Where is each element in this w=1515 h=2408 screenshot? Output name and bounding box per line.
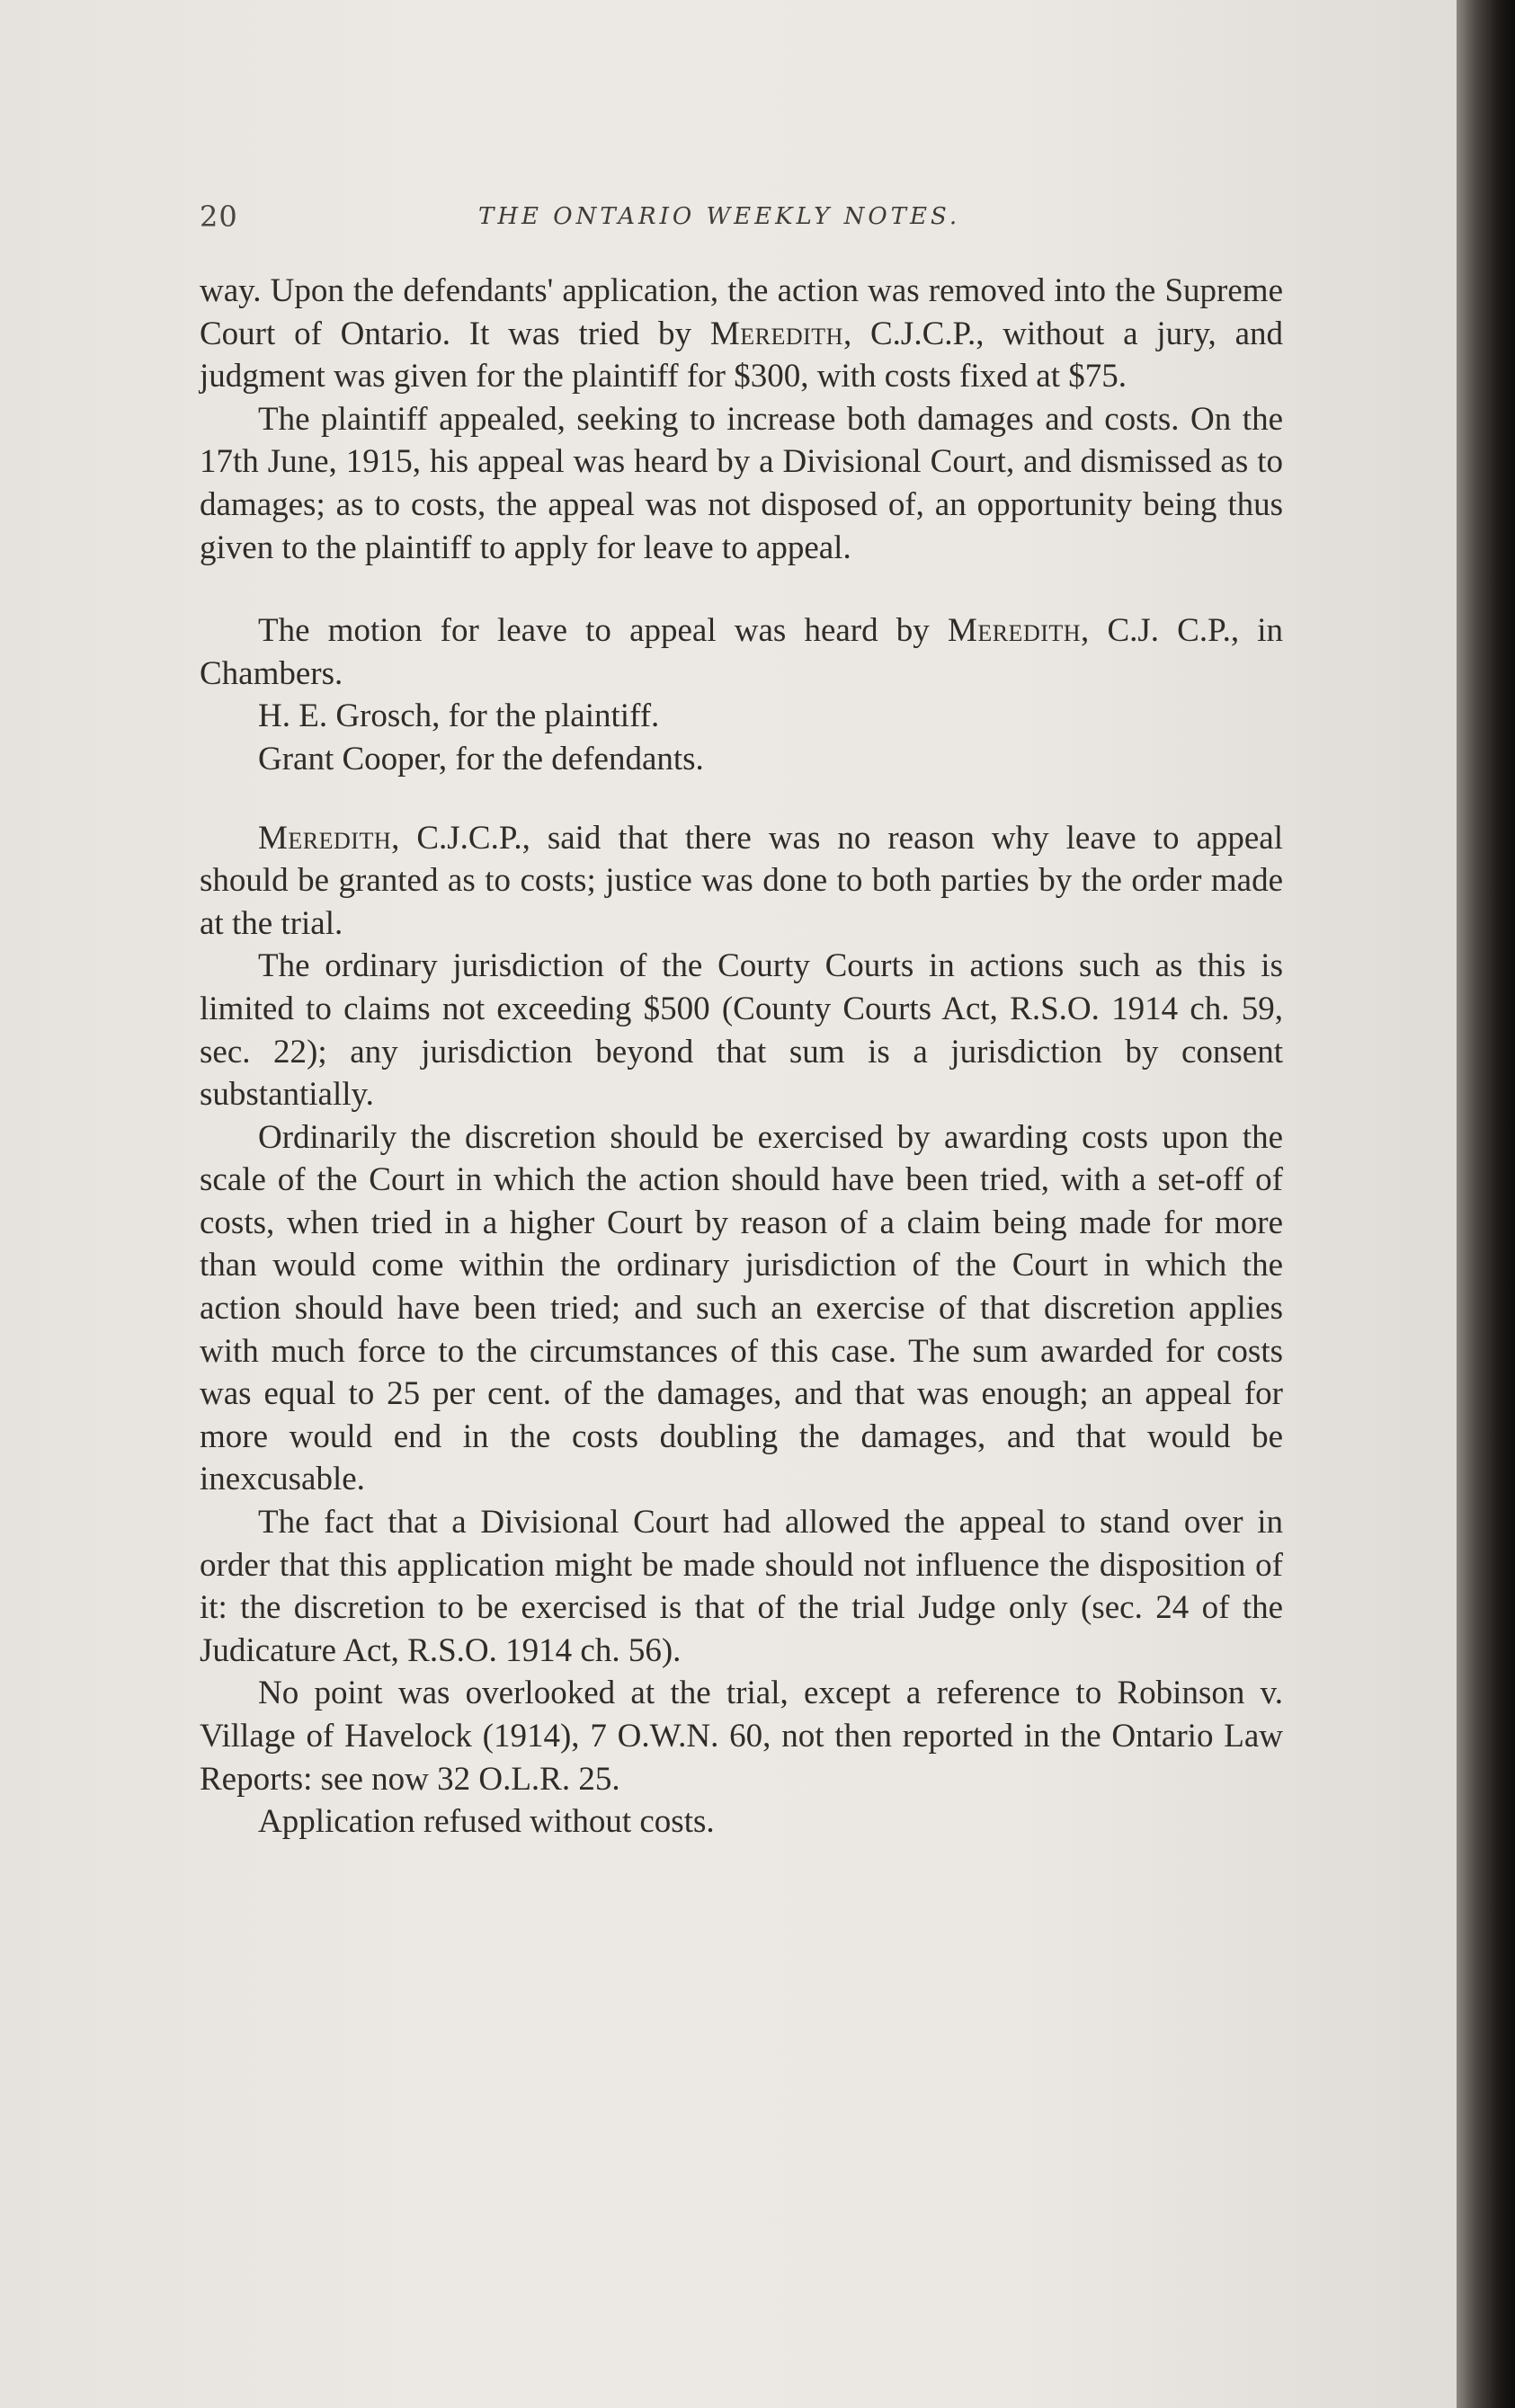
judge-name: Meredith	[258, 819, 392, 857]
page-number: 20	[200, 200, 238, 234]
body-text	[200, 270, 1283, 1844]
paragraph-reference: No point was overlooked at the trial, except a reference to Robinson v. Village of Havelock (1914), 7 O.W.N. 60, not then reported in the Ontario Law Reports: see now 32 O.L.R. 25.	[200, 1675, 1283, 1798]
paragraph-text: , C.J.C.P., said that there was no reason why leave to appeal should be granted as to costs; justice was done to both parties by the order made at the trial.	[200, 819, 1283, 942]
paragraph-removal	[200, 270, 1283, 398]
paragraph-jurisdiction: The ordinary jurisdiction of the Courty Courts in actions such as this is limited to claims not exceeding $500 (County Courts Act, R.S.O. 1914 ch. 59, sec. 22); any jurisdiction beyond that sum is a jurisdiction by consent substantially.	[200, 947, 1283, 1114]
paragraph-text: , C.J. C.P., in Chambers.	[200, 612, 1284, 692]
judge-name: Meredith	[709, 315, 843, 352]
paragraph-judgment	[200, 817, 1283, 946]
paragraph-discretion: Ordinarily the discretion should be exercised by awarding costs upon the scale of the Court in which the action should have been tried, with a set-off of costs, when tried in a higher Court by reason of a claim being made for more than would come within the ordinary jurisdiction of the Court in which the action should have been tried; and such an exercise of that discretion applies with much force to the circumstances of this case. The sum awarded for costs was equal to 25 per cent. of the damages, and that was enough; an appeal for more would end in the costs doubling the damages, and that would be inexcusable.	[200, 1118, 1283, 1498]
judge-name: Meredith	[947, 612, 1082, 650]
counsel-plaintiff: H. E. Grosch, for the plaintiff.	[258, 698, 660, 735]
counsel-defendants: Grant Cooper, for the defendants.	[258, 740, 704, 777]
section-gap	[200, 781, 1283, 817]
paragraph-divisional-court: The fact that a Divisional Court had allowed the appeal to stand over in order that this application might be made should not influence the disposition of it: the discretion to be exercised is that of the trial Judge only (sec. 24 of the Judicature Act, R.S.O. 1914 ch. 56).	[200, 1504, 1283, 1669]
page-header	[200, 200, 1283, 235]
paragraph-text: The motion for leave to appeal was heard by	[258, 612, 930, 650]
paragraph-appeal: The plaintiff appealed, seeking to increase both damages and costs. On the 17th June, 1915, his appeal was heard by a Divisional Court, and dismissed as to damages; as to costs, the appeal was not disposed of, an opportunity being thus given to the plaintiff to apply for leave to appeal.	[200, 400, 1283, 566]
paragraph-text: , C.J.C.P., without a jury, and judgment was given for the plaintiff for $300, with costs fixed at $75.	[200, 315, 1283, 395]
paragraph-motion	[200, 609, 1283, 695]
running-title: THE ONTARIO WEEKLY NOTES.	[478, 203, 961, 230]
section-gap	[200, 569, 1283, 609]
paragraph-text: way. Upon the defendants' application, the action was removed into the Supreme Court of Ontario. It was tried by	[200, 272, 1283, 352]
paragraph-disposition: Application refused without costs.	[258, 1803, 715, 1841]
book-spine-shadow	[1457, 0, 1515, 2408]
